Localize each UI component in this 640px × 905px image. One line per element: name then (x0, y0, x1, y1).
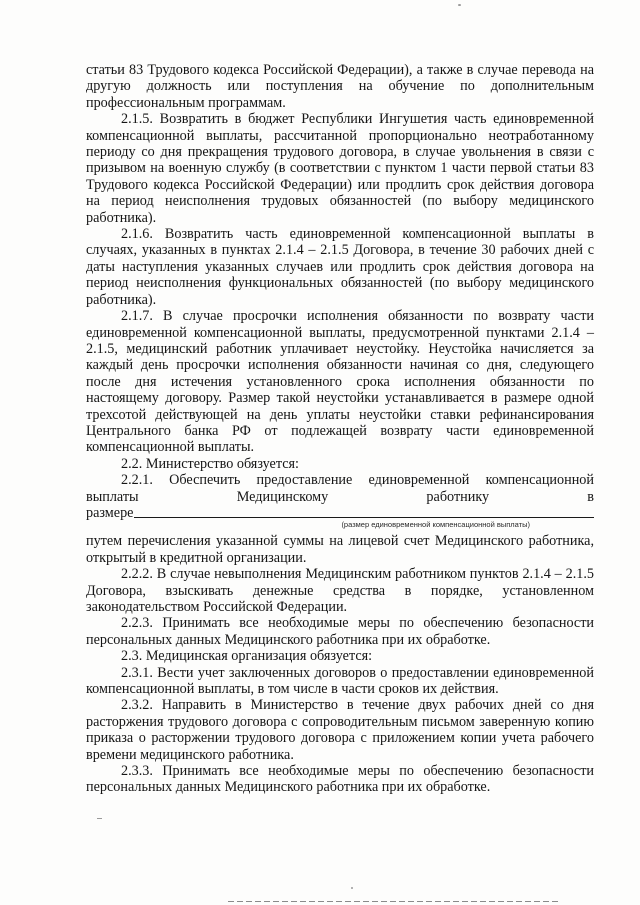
clause-2-2-1-line1 (86, 472, 594, 488)
scan-speck (97, 818, 102, 819)
amount-caption-line (86, 521, 594, 533)
document-body (86, 62, 594, 796)
word-medicinskomu: Медицинскому (236, 488, 329, 505)
word-vyplaty: выплаты (86, 488, 139, 505)
amount-blank-field (134, 516, 594, 518)
clause-2-3-2: 2.3.2. Направить в Министерство в течение двух рабочих дней со дня расторжения трудового договора с сопроводительным письмом заверенную копию приказа о расторжении трудового договора с приложением копии учета рабочего времени медицинского работника. (86, 697, 594, 763)
amount-label: размере (86, 504, 134, 521)
scan-bottom-artifact (228, 901, 558, 902)
amount-blank-line (86, 505, 594, 521)
clause-2-3-3: 2.3.3. Принимать все необходимые меры по обеспечению безопасности персональных данных Медицинского работника при их обработке. (86, 763, 594, 796)
clause-2-1-7: 2.1.7. В случае просрочки исполнения обязанности по возврату части единовременной компенсационной выплаты, предусмотренной пунктами 2.1.4 – 2.1.5, медицинский работник уплачивает неустойку. Неустойка начисляется за каждый день просрочки исполнения обязанности начиная со дня, следующего после дня истечения установленного срока исполнения обязанности по настоящему договору. Размер такой неустойки устанавливается в размере одной трехсотой действующей на день уплаты неустойки ставки рефинансирования Центрального банка РФ от подлежащей возврату части единовременной компенсационной выплаты. (86, 308, 594, 456)
clause-2-2-1-text: 2.2.1. Обеспечить предоставление единовременной компенсационной (121, 472, 594, 489)
clause-2-2-3: 2.2.3. Принимать все необходимые меры по обеспечению безопасности персональных данных Медицинского работника при их обработке. (86, 615, 594, 648)
scan-speck (351, 887, 353, 889)
clause-2-2-1-continuation: путем перечисления указанной суммы на лицевой счет Медицинского работника, открытый в кредитной организации. (86, 533, 594, 566)
clause-2-2-2: 2.2.2. В случае невыполнения Медицинским работником пунктов 2.1.4 – 2.1.5 Договора, взыскивать денежные средства в порядке, установленном законодательством Российской Федерации. (86, 566, 594, 615)
clause-2-3-1: 2.3.1. Вести учет заключенных договоров о предоставлении единовременной компенсационной выплаты, в том числе в части сроков их действия. (86, 664, 594, 698)
amount-caption: (размер единовременной компенсационной выплаты) (341, 520, 530, 530)
clause-2-1-6: 2.1.6. Возвратить часть единовременной компенсационной выплаты в случаях, указанных в пунктах 2.1.4 – 2.1.5 Договора, в течение 30 рабочих дней с даты наступления указанных случаев или продлить срок действия договора на период неисполнения функциональных обязанностей (по выбору медицинского работника). (86, 226, 594, 308)
section-2-3-heading: 2.3. Медицинская организация обязуется: (121, 648, 373, 665)
paragraph-continuation: статьи 83 Трудового кодекса Российской Федерации), а также в случае перевода на другую должность или поступления на обучение по дополнительным профессиональным программам. (86, 62, 594, 111)
word-rabotniku: работнику (426, 488, 490, 505)
clause-2-1-5: 2.1.5. Возвратить в бюджет Республики Ингушетия часть единовременной компенсационной выплаты, рассчитанной пропорционально неотработанному периоду со дня прекращения трудового договора, в случае увольнения в связи с призывом на военную службу (в соответствии с пунктом 1 части первой статьи 83 Трудового кодекса Российской Федерации) или продлить срок действия договора на период неисполнения трудовых обязанностей (по выбору медицинского работника). (86, 111, 594, 226)
scan-speck (458, 4, 461, 6)
clause-2-2-1-line2 (86, 489, 594, 505)
section-2-2-heading: 2.2. Министерство обязуется: (121, 455, 299, 472)
word-v: в (587, 488, 594, 505)
